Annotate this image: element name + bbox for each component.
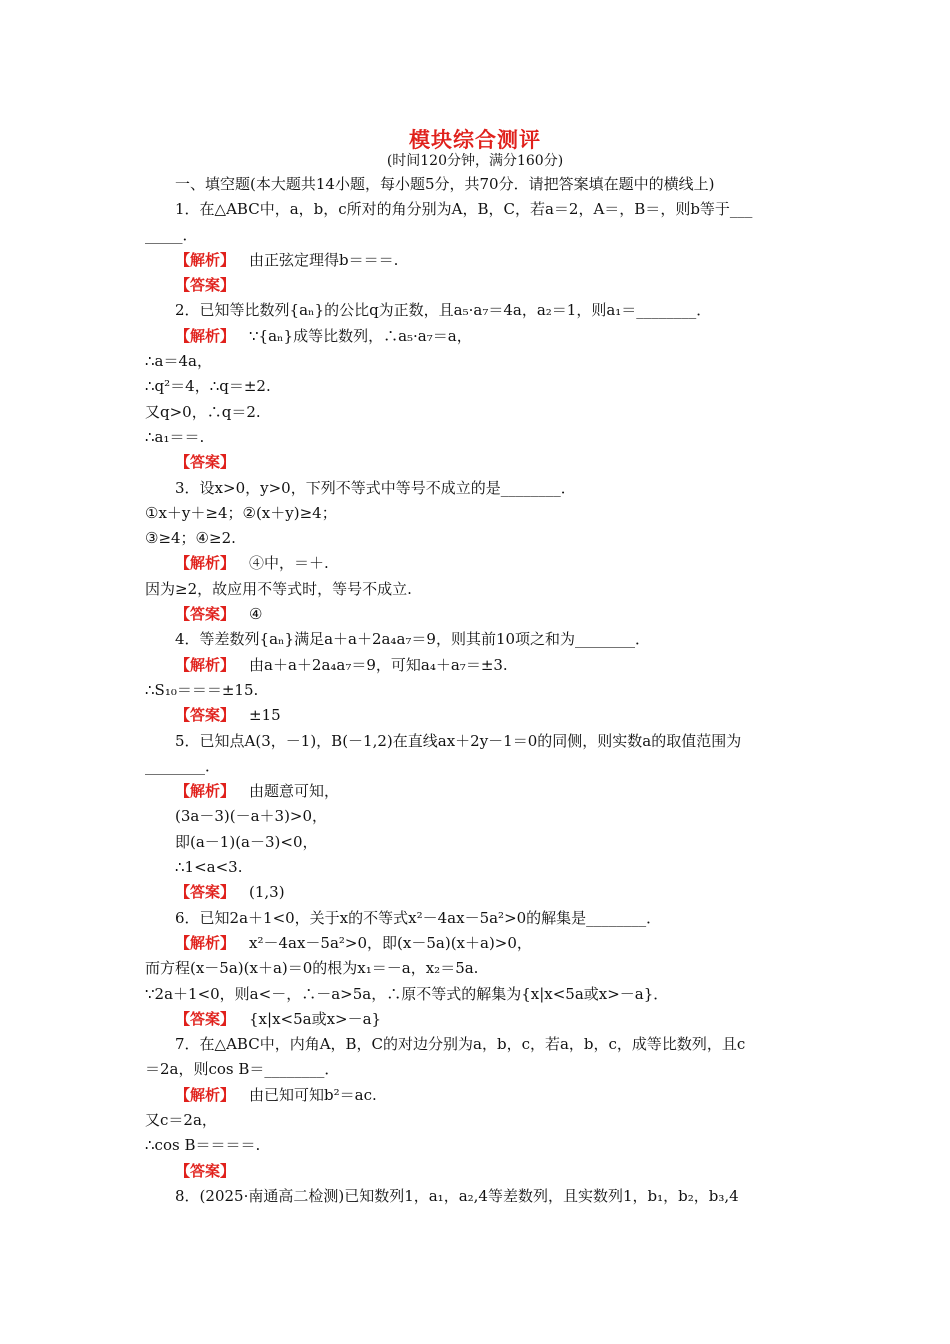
text-line <box>145 1057 810 1082</box>
text-line <box>145 1032 810 1057</box>
analysis-label: 【解析】 <box>175 250 236 269</box>
line-text: 即(a－1)(a－3)<0， <box>175 832 318 851</box>
text-line <box>145 1108 810 1133</box>
line-text: 一、填空题(本大题共14小题，每小题5分，共70分．请把答案填在题中的横线上) <box>175 175 715 193</box>
text-line <box>145 729 810 754</box>
text-line <box>145 501 810 526</box>
line-text: 由已知可知b²＝ac. <box>249 1085 377 1104</box>
line-text: ∵2a＋1<0，则a<－，∴－a>5a，∴原不等式的解集为{x|x<5a或x>－a}． <box>145 984 669 1003</box>
line-text: ∵{aₙ}成等比数列，∴a₅·a₇＝a， <box>249 326 472 345</box>
line-text: 5．已知点A(3，－1)，B(－1,2)在直线ax＋2y－1＝0的同侧，则实数a的取值范围为 <box>175 731 742 750</box>
line-text: 因为≥2，故应用不等式时，等号不成立. <box>145 579 412 598</box>
analysis-line <box>145 931 810 956</box>
line-text: 7．在△ABC中，内角A，B，C的对边分别为a，b，c，若a，b，c，成等比数列，且c <box>175 1035 746 1054</box>
answer-line <box>145 880 810 905</box>
page-title: 模块综合测评 <box>409 127 541 152</box>
text-line <box>145 627 810 652</box>
line-text: 3．设x>0，y>0，下列不等式中等号不成立的是________． <box>175 478 576 497</box>
text-line <box>145 374 810 399</box>
line-text: ∴q²＝4，∴q＝±2. <box>145 377 271 396</box>
line-text: ＝2a，则cos B＝________． <box>145 1060 340 1079</box>
answer-label: 【答案】 <box>175 1161 236 1180</box>
line-text: 又q>0，∴q＝2. <box>145 402 261 421</box>
line-text: ∴1<a<3. <box>175 858 243 877</box>
analysis-label: 【解析】 <box>175 782 236 801</box>
analysis-label: 【解析】 <box>175 326 236 345</box>
line-text: ③≥4；④≥2. <box>145 529 236 548</box>
line-text: ________． <box>145 756 221 775</box>
text-line <box>145 754 810 779</box>
text-line <box>145 400 810 425</box>
answer-line <box>145 273 810 298</box>
analysis-line <box>145 779 810 804</box>
text-line <box>145 577 810 602</box>
text-line <box>145 349 810 374</box>
answer-label: 【答案】 <box>175 605 236 624</box>
analysis-label: 【解析】 <box>175 655 236 674</box>
analysis-line <box>145 653 810 678</box>
answer-line <box>145 450 810 475</box>
line-text: 6．已知2a＋1<0，关于x的不等式x²－4ax－5a²>0的解集是________． <box>175 908 662 927</box>
text-line <box>145 804 810 829</box>
line-text: ±15 <box>249 706 281 725</box>
text-line <box>145 172 810 197</box>
line-text: ①x＋y＋≥4；②(x＋y)≥4； <box>145 503 337 522</box>
line-text: _____． <box>145 225 198 244</box>
text-line <box>145 298 810 323</box>
analysis-line <box>145 324 810 349</box>
text-line <box>145 982 810 1007</box>
answer-label: 【答案】 <box>175 883 236 902</box>
line-text: 又c＝2a， <box>145 1110 217 1129</box>
answer-label: 【答案】 <box>175 276 236 295</box>
text-line <box>145 526 810 551</box>
analysis-line <box>145 551 810 576</box>
text-line <box>145 197 810 222</box>
line-text: ④中，＝＋. <box>249 554 329 573</box>
line-text: ④ <box>249 605 263 624</box>
line-text: (1,3) <box>249 883 285 902</box>
line-text: 由a＋a＋2a₄a₇＝9，可知a₄＋a₇＝±3. <box>249 655 508 674</box>
text-line <box>145 906 810 931</box>
answer-line <box>145 602 810 627</box>
analysis-line <box>145 1083 810 1108</box>
text-line <box>145 678 810 703</box>
answer-label: 【答案】 <box>175 706 236 725</box>
answer-label: 【答案】 <box>175 453 236 472</box>
line-text: 由题意可知， <box>249 782 340 801</box>
text-line <box>145 476 810 501</box>
document-body <box>145 172 810 1209</box>
text-line <box>145 830 810 855</box>
text-line <box>145 956 810 981</box>
analysis-line <box>145 248 810 273</box>
text-line <box>145 1184 810 1209</box>
answer-line <box>145 703 810 728</box>
line-text: {x|x<5a或x>－a} <box>249 1009 382 1028</box>
analysis-label: 【解析】 <box>175 554 236 573</box>
line-text: (3a－3)(－a＋3)>0， <box>175 807 328 826</box>
line-text: 4．等差数列{aₙ}满足a＋a＋2a₄a₇＝9，则其前10项之和为________． <box>175 630 651 649</box>
line-text: ∴a＝4a， <box>145 352 212 371</box>
page-subtitle: (时间120分钟，满分160分) <box>386 153 564 169</box>
line-text: 8．(2025·南通高二检测)已知数列1，a₁，a₂,4等差数列，且实数列1，b₁，b₂，b₃,4 <box>175 1186 739 1205</box>
answer-line <box>145 1007 810 1032</box>
text-line <box>145 1133 810 1158</box>
analysis-label: 【解析】 <box>175 1085 236 1104</box>
line-text: 而方程(x－5a)(x＋a)＝0的根为x₁＝－a，x₂＝5a. <box>145 959 479 978</box>
line-text: ∴S₁₀＝＝＝±15. <box>145 680 259 699</box>
line-text: 2．已知等比数列{aₙ}的公比q为正数，且a₅·a₇＝4a，a₂＝1，则a₁＝________． <box>175 301 712 320</box>
text-line <box>145 223 810 248</box>
text-line <box>145 425 810 450</box>
line-text: ∴a₁＝＝. <box>145 427 205 446</box>
answer-line <box>145 1159 810 1184</box>
line-text: 由正弦定理得b＝＝＝. <box>249 250 399 269</box>
text-line <box>145 855 810 880</box>
line-text: ∴cos B＝＝＝＝. <box>145 1136 261 1155</box>
line-text: x²－4ax－5a²>0，即(x－5a)(x＋a)>0， <box>249 933 532 952</box>
analysis-label: 【解析】 <box>175 933 236 952</box>
line-text: 1．在△ABC中，a，b，c所对的角分别为A，B，C，若a＝2，A＝，B＝，则b等于___ <box>175 200 753 219</box>
answer-label: 【答案】 <box>175 1009 236 1028</box>
